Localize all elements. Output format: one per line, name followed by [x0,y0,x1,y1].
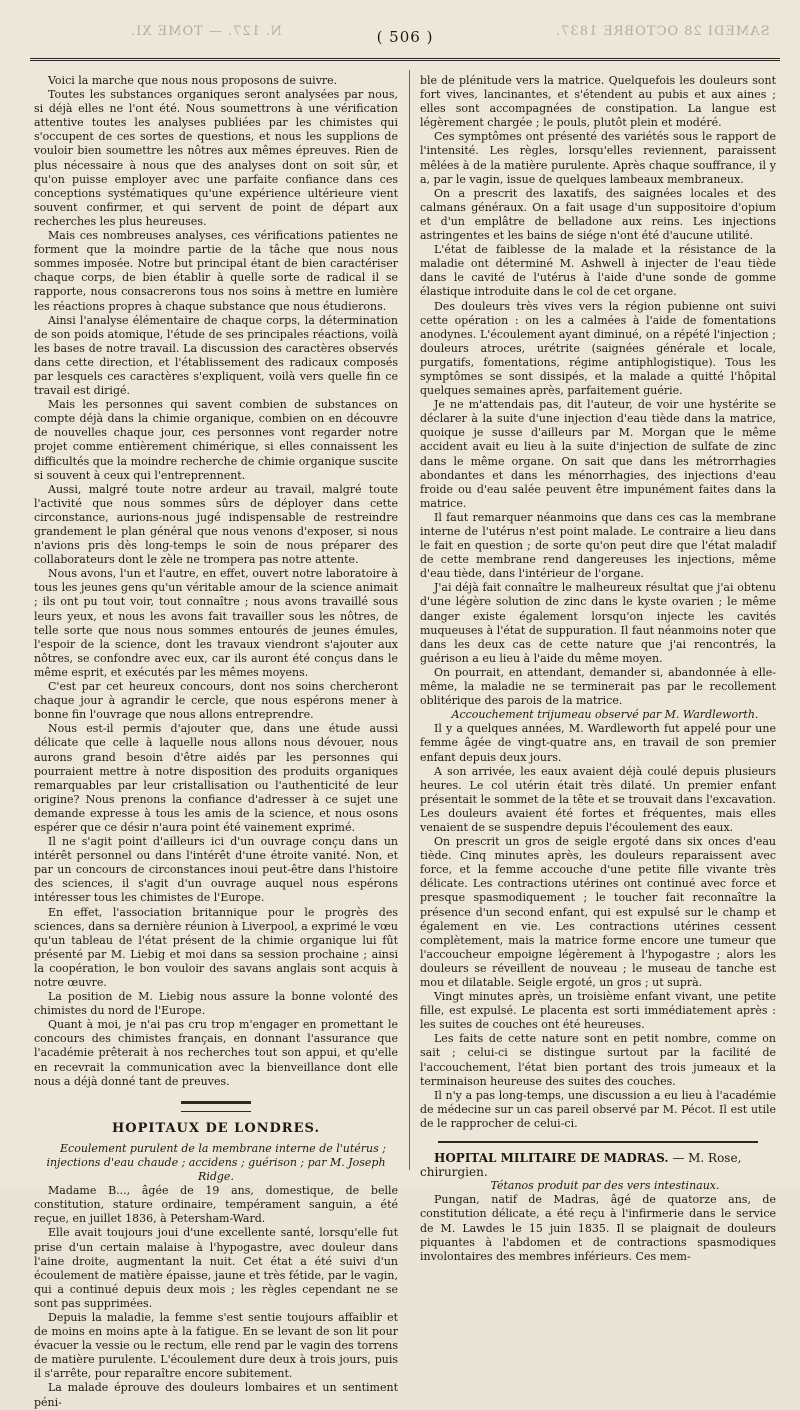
paragraph: A son arrivée, les eaux avaient déjà coulé depuis plusieurs heures. Le col utérin était très dilaté. Un premier enfant présentait le sommet de la tête et se trouvait dans l'excavation. Les douleurs avaient été fortes et fréquentes, mais elles venaient de se suspendre depuis l'écoulement des eaux. [420,764,776,834]
paragraph: Voici la marche que nous nous proposons de suivre. [48,74,338,87]
section-title: HOPITAUX DE LONDRES. [112,1120,320,1136]
section-ornament [181,1101,251,1112]
section-rule [438,1141,758,1143]
paragraph: Il faut remarquer néanmoins que dans ces cas la membrane interne de l'utérus n'est point malade. Le contraire a lieu dans le fait en question ; de sorte qu'on peut dire que l'état maladif de cette membrane rend dangereuses les injections, même d'eau tiède, dans l'intérieur de l'organe. [420,510,776,581]
bleed-through-text-left: N. 127. — TOME XI. [130,24,282,39]
paragraph: Il y a quelques années, M. Wardleworth fut appelé pour une femme âgée de vingt-quatre ans, en travail de son premier enfant depuis deux jours. [420,722,776,764]
paragraph: En effet, l'association britannique pour le progrès des sciences, dans sa dernière réunion à Liverpool, a exprimé le vœu qu'un tableau de l'état présent de la chimie organique lui fût présenté par M. Liebig et moi dans sa session prochaine ; ainsi la coopération, le bon vouloir des savans anglais sont acquis à notre œuvre. [34,905,398,989]
paragraph: L'état de faiblesse de la malade et la résistance de la maladie ont déterminé M. Ashwell à injecter de l'eau tiède dans le cavité de l'utérus à l'aide d'une sonde de gomme élastique introduite dans le col de cet organe. [420,243,776,299]
paragraph: Madame B..., âgée de 19 ans, domestique, de belle constitution, stature ordinaire, tempérament sanguin, a été reçue, en juillet 1836, à Petersham-Ward. [34,1184,398,1226]
paragraph: Mais les personnes qui savent combien de substances on compte déjà dans la chimie organique, combien on en découvre de nouvelles chaque jour, ces personnes vont regarder notre projet comme entièrement chimérique, si elles connaissent les difficultés que la moindre recherche de chimie organique suscite si souvent à ceux qui l'entreprennent. [34,398,398,482]
paragraph: Il n'y a pas long-temps, une discussion a eu lieu à l'académie de médecine sur un cas pareil observé par M. Pécot. Il est utile de le rapprocher de celui-ci. [420,1088,776,1130]
paragraph: C'est par cet heureux concours, dont nos soins chercheront chaque jour à agrandir le cercle, que nous espérons mener à bonne fin l'ouvrage que nous allons entreprendre. [34,680,398,722]
paragraph: ble de plénitude vers la matrice. Quelquefois les douleurs sont fort vives, lancinantes, et s'étendent au pubis et aux aines ; elles sont accompagnées de constipation. La langue est légèrement chargée ; le pouls, plutôt plein et modéré. [420,74,776,130]
paragraph: La malade éprouve des douleurs lombaires et un sentiment péni- [34,1381,398,1409]
section-title-main: HOPITAL MILITAIRE DE MADRAS. [434,1151,669,1166]
page-number: ( 506 ) [376,28,434,46]
paragraph: Ainsi l'analyse élémentaire de chaque corps, la détermination de son poids atomique, l'étude de ses principales réactions, voilà les bases de notre travail. La discussion des caractères observés dans cette direction, et l'établissement des radicaux composés par lesquels ces caractères s'expliquent, voilà vers quelle fin ce travail est dirigé. [34,313,398,398]
article-subtitle: Ecoulement purulent de la membrane interne de l'utérus ; injections d'eau chaude ; accidens ; guérison ; par M. Joseph Ridge. [46,1141,386,1184]
article-heading: Accouchement trijumeau observé par M. Wardleworth. [451,708,759,722]
paragraph: Nous avons, l'un et l'autre, en effet, ouvert notre laboratoire à tous les jeunes gens qu'un véritable amour de la science animait ; ils ont pu tout voir, tout connaître ; nous avons travaillé sous leurs yeux, et nous les avons fait travailler sous les nôtres, de telle sorte que nous nous sommes entourés de jeunes émules, l'espoir de la science, dont les travaux viendront s'ajouter aux nôtres, se confondre avec eux, car ils auront été conçus dans le même esprit, et exécutés par les mêmes moyens. [34,567,398,679]
bleed-through-text-right: SAMEDI 28 OCTOBRE 1837. [555,24,770,39]
paragraph: Nous est-il permis d'ajouter que, dans une étude aussi délicate que celle à laquelle nous allons nous dévouer, nous aurons grand besoin d'être aidés par les personnes qui pourraient mettre à notre disposition des produits organiques remarquables par leur cristallisation ou l'authenticité de leur origine? Nous prenons la confiance d'adresser à ce sujet une demande expresse à tous les amis de la science, et nous osons espérer que ce désir n'aura point été vainement exprimé. [34,722,398,834]
paragraph: Depuis la maladie, la femme s'est sentie toujours affaiblir et de moins en moins apte à la fatigue. En se levant de son lit pour évacuer la vessie ou le rectum, elle rend par le vagin des torrens de matière purulente. L'écoulement dure deux à trois jours, puis il s'arrête, pour reparaître encore subitement. [34,1310,398,1381]
paragraph: Vingt minutes après, un troisième enfant vivant, une petite fille, est expulsé. Le placenta est sorti immédiatement après : les suites de couches ont été heureuses. [420,990,776,1032]
column-divider [409,70,410,1170]
paragraph: La position de M. Liebig nous assure la bonne volonté des chimistes du nord de l'Europe. [34,990,398,1018]
paragraph: Je ne m'attendais pas, dit l'auteur, de voir une hystérite se déclarer à la suite d'une injection d'eau tiède dans la matrice, quoique je susse d'ailleurs par M. Morgan que le même accident avait eu lieu à la suite d'injection de sulfate de zinc dans le même organe. On sait que dans les métrorrhagies abondantes et dans les ménorrhagies, des injections d'eau froide ou d'eau salée peuvent être impunément faites dans la matrice. [420,398,776,510]
paragraph: On pourrait, en attendant, demander si, abandonnée à elle-même, la maladie ne se terminerait pas par le recollement oblitérique des parois de la matrice. [420,665,776,708]
header-rule [30,58,780,61]
paragraph: Mais ces nombreuses analyses, ces vérifications patientes ne forment que la moindre partie de la tâche que nous nous sommes imposée. Notre but principal étant de bien caractériser chaque corps, de bien établir à quelle sorte de radical il se rapporte, nous consacrerons tous nos soins à mettre en lumière les réactions propres à chaque substance que nous étudierons. [34,229,398,313]
paragraph: Pungan, natif de Madras, âgé de quatorze ans, de constitution délicate, a été reçu à l'infirmerie dans le service de M. Lawdes le 15 juin 1835. Il se plaignait de douleurs piquantes à l'abdomen et de contractions spasmodiques involontaires des membres inférieurs. Ces mem- [420,1193,776,1263]
section-title-suffix: — M. Rose, chirurgien. [420,1151,742,1180]
paragraph: On prescrit un gros de seigle ergoté dans six onces d'eau tiède. Cinq minutes après, les douleurs reparaissent avec force, et la femme accouche d'une petite fille vivante très délicate. Les contractions utérines ont continué avec force et presque spasmodiquement ; le toucher fait reconnaître la présence d'un second enfant, qui est expulsé sur le champ et également en vie. Les contractions utérines cessent complètement, mais la matrice forme encore une tumeur que l'accoucheur empoigne légèrement à l'hypogastre ; alors les douleurs se réveillent de nouveau ; le museau de tanche est mou et dilatable. Seigle ergoté, un gros ; ut suprà. [420,835,776,989]
paragraph: Il ne s'agit point d'ailleurs ici d'un ouvrage conçu dans un intérêt personnel ou dans l'intérêt d'une étroite vanité. Non, et par un concours de circonstances inoui peut-être dans l'histoire des sciences, il s'agit d'un ouvrage auquel nous espérons intéresser tous les chimistes de l'Europe. [34,835,398,905]
article-heading: Tétanos produit par des vers intestinaux. [490,1179,720,1193]
right-column [420,74,776,1263]
paragraph: On a prescrit des laxatifs, des saignées locales et des calmans généraux. On a fait usage d'un suppositoire d'opium et d'un emplâtre de belladone aux reins. Les injections astringentes et les bains de siége n'ont été d'aucune utilité. [420,186,776,243]
paragraph: J'ai déjà fait connaître le malheureux résultat que j'ai obtenu d'une légère solution de zinc dans le kyste ovarien ; le même danger existe également lorsqu'on injecte les cavités muqueuses à l'état de suppuration. Il faut néanmoins noter que dans les deux cas de cette nature que j'ai rencontrés, la guérison a eu lieu à l'aide du même moyen. [420,581,776,665]
paragraph: Des douleurs très vives vers la région pubienne ont suivi cette opération : on les a calmées à l'aide de fomentations anodynes. L'écoulement ayant diminué, on a répété l'injection ; douleurs atroces, urétrite (saignées générale et locale, purgatifs, fomentations, régime antiphlogistique). Tous les symptômes se sont dissipés, et la malade a quitté l'hôpital quelques semaines après, parfaitement guérie. [420,299,776,398]
paragraph: Aussi, malgré toute notre ardeur au travail, malgré toute l'activité que nous sommes sûrs de déployer dans cette circonstance, aurions-nous jugé indispensable de restreindre grandement le plan général que nous venons d'exposer, si nous n'avions pris dès long-temps le soin de nous préparer des collaborateurs dont le zèle ne trompera pas notre attente. [34,482,398,567]
left-column [34,74,398,1409]
paragraph: Elle avait toujours joui d'une excellente santé, lorsqu'elle fut prise d'un certain malaise à l'hypogastre, avec douleur dans l'aine droite, augmentant la nuit. Cet état a été suivi d'un écoulement de matière épaisse, jaune et très fétide, par le vagin, qui a continué depuis deux mois ; les règles cependant ne se sont pas supprimées. [34,1226,398,1310]
paragraph: Les faits de cette nature sont en petit nombre, comme on sait ; celui-ci se distingue surtout par la facilité de l'accouchement, l'état bien portant des trois jumeaux et la terminaison heureuse des suites des couches. [420,1032,776,1088]
paragraph: Ces symptômes ont présenté des variétés sous le rapport de l'intensité. Les règles, lorsqu'elles reviennent, paraissent mêlées à de la matière purulente. Après chaque souffrance, il y a, par le vagin, issue de quelques lambeaux membraneux. [420,130,776,186]
section-title [420,1151,776,1179]
paragraph: Quant à moi, je n'ai pas cru trop m'engager en promettant le concours des chimistes français, en donnant l'assurance que l'académie prêterait à nos recherches tout son appui, et qu'elle en recevrait la communication avec la bienveillance dont elle nous a déjà donné tant de preuves. [34,1018,398,1088]
paragraph: Toutes les substances organiques seront analysées par nous, si déjà elles ne l'ont été. Nous soumettrons à une vérification attentive toutes les analyses publiées par les chimistes qui s'occupent de ces sortes de questions, et nous les supplions de vouloir bien soumettre les nôtres aux mêmes épreuves. Rien de plus nécessaire à nous que des analyses dont on soit sûr, et qu'on puisse employer avec une parfaite confiance dans ces conceptions systématiques qu'une expérience ultérieure vient souvent confirmer, et qui servent de point de départ aux recherches les plus heureuses. [34,88,398,228]
